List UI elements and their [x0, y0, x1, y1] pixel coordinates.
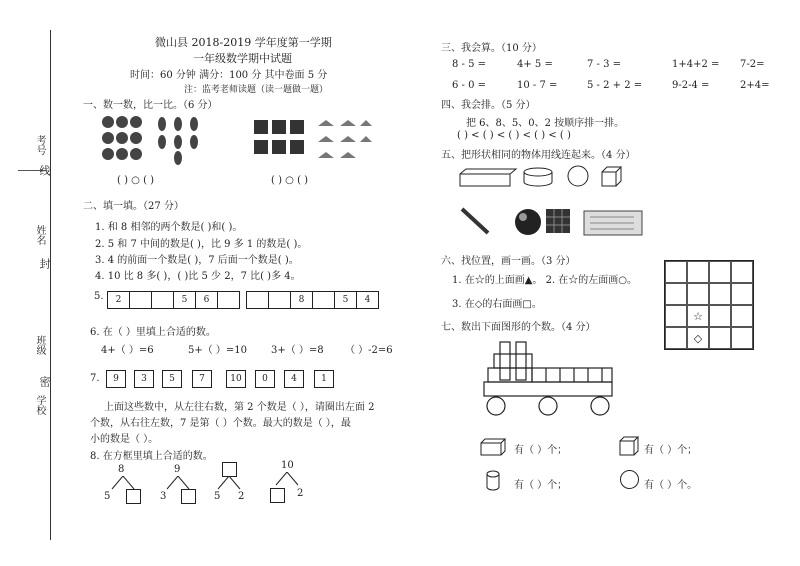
q1-compare-right[interactable]: ( ) ○ ( )	[271, 175, 309, 186]
q2-title: 二、填一填。（27 分）	[83, 201, 184, 212]
q2-item7-label: 7.	[90, 373, 100, 384]
margin-label-feng: 封	[38, 258, 51, 269]
q3-r1-1[interactable]: 8 - 5 =	[452, 59, 487, 70]
tree3-right: 2	[238, 491, 245, 502]
q3-r2-3[interactable]: 5 - 2 + 2 =	[587, 80, 643, 91]
grid-cell[interactable]	[709, 327, 731, 349]
tree2-answer-box[interactable]	[181, 489, 196, 504]
tree1-answer-box[interactable]	[126, 489, 141, 504]
tree4-answer-box[interactable]	[270, 488, 285, 503]
number-row-a	[107, 291, 239, 309]
grid-cell[interactable]	[687, 283, 709, 305]
q2-item3: 3. 4 的前面一个数是( )，7 后面一个数是( )。	[95, 255, 299, 266]
cuboid-icon	[480, 438, 506, 456]
q3-title: 三、我会算。（10 分）	[441, 43, 542, 54]
q7-count-cylinder[interactable]: 有（ ）个；	[514, 480, 568, 491]
q2-item1: 1. 和 8 相邻的两个数是( )和( )。	[95, 222, 243, 233]
q2-item7-text1: 上面这些数中，从左往右数，第 2 个数是（ ），请圈出左面 2	[104, 402, 375, 413]
margin-label-mi: 密	[38, 376, 51, 387]
q3-r2-1[interactable]: 6 - 0 =	[452, 80, 487, 91]
grid-cell-diamond[interactable]: ◇	[687, 327, 709, 349]
tree4-top: 10	[281, 460, 294, 471]
binding-line	[50, 30, 51, 540]
cylinder-shape	[524, 168, 552, 176]
exam-note: 注：监考老师读题（读一题做一题）	[184, 85, 329, 95]
exam-info: 时间：60 分钟 满分：100 分 其中卷面 5 分	[130, 70, 328, 81]
margin-label-xuexiao: 学校	[34, 395, 45, 415]
card-7[interactable]: 4	[284, 370, 304, 388]
tree1-top: 8	[118, 464, 125, 475]
q4-text: 把 6、8、5、0、2 按顺序排一排。	[466, 118, 625, 129]
ball-object	[515, 209, 541, 235]
margin-label-xingming: 姓名	[34, 225, 45, 245]
grid-cell-star[interactable]: ☆	[687, 305, 709, 327]
q2-item7-text2: 个数，从右往左数，7 是第（ ）个数。最大的数是（ ），最	[90, 418, 351, 429]
q2-item7-text3: 小的数是（ ）。	[90, 434, 159, 445]
grid-cell[interactable]	[687, 261, 709, 283]
q7-count-sphere[interactable]: 有（ ）个。	[644, 480, 698, 491]
cell-b4[interactable]	[312, 291, 335, 309]
q2-item6-eq4[interactable]: （ ）-2=6	[345, 345, 393, 356]
cell-b1[interactable]	[246, 291, 269, 309]
q5-title: 五、把形状相同的物体用线连起来。（4 分）	[441, 150, 636, 161]
tree4-right: 2	[297, 488, 304, 499]
sphere-icon	[620, 470, 639, 489]
card-1[interactable]: 9	[106, 370, 126, 388]
q3-r2-5[interactable]: 2+4=	[740, 80, 770, 91]
margin-label-banji: 班级	[34, 335, 45, 355]
cube-icon	[619, 436, 639, 456]
tree2-left: 3	[160, 491, 167, 502]
grid-cell[interactable]	[665, 327, 687, 349]
q2-item6-eq3[interactable]: 3+（ ）=8	[271, 345, 324, 356]
grid-cell[interactable]	[665, 305, 687, 327]
tree3-answer-box[interactable]	[222, 462, 237, 477]
q2-item6-eq1[interactable]: 4+（ ）=6	[101, 345, 154, 356]
q3-r2-4[interactable]: 9-2-4 =	[672, 80, 710, 91]
q3-r2-2[interactable]: 10 - 7 =	[517, 80, 558, 91]
q7-count-cuboid[interactable]: 有（ ）个；	[514, 445, 568, 456]
cell-a1[interactable]: 2	[107, 291, 130, 309]
grid-cell[interactable]	[709, 261, 731, 283]
grid-cell[interactable]	[665, 261, 687, 283]
grid-cell[interactable]	[731, 261, 753, 283]
grid-cell[interactable]	[665, 283, 687, 305]
card-6[interactable]: 0	[255, 370, 275, 388]
grid-cell[interactable]	[731, 283, 753, 305]
q1-compare-left[interactable]: ( ) ○ ( )	[117, 175, 155, 186]
card-8[interactable]: 1	[314, 370, 334, 388]
cell-b2[interactable]	[268, 291, 291, 309]
cube-shape	[602, 172, 616, 186]
margin-label-kaohao: 考号	[34, 135, 45, 155]
cell-a3[interactable]	[151, 291, 174, 309]
q2-item8-title: 8. 在方框里填上合适的数。	[90, 451, 213, 462]
card-4[interactable]: 7	[192, 370, 212, 388]
cell-a5[interactable]: 6	[195, 291, 218, 309]
cylinder-icon	[485, 470, 501, 492]
grid-cell[interactable]	[709, 305, 731, 327]
q3-r1-3[interactable]: 7 - 3 =	[587, 59, 622, 70]
q6-title: 六、找位置，画一画。（3 分）	[441, 256, 576, 267]
solid-shapes-row	[458, 164, 638, 188]
cell-b5[interactable]: 5	[334, 291, 357, 309]
tree2-top: 9	[174, 464, 181, 475]
grid-cell[interactable]	[731, 305, 753, 327]
cell-a2[interactable]	[129, 291, 152, 309]
q2-item6-eq2[interactable]: 5+（ ）=10	[188, 345, 248, 356]
number-row-b	[246, 291, 378, 309]
q6-line1: 1. 在☆的上面画▲。 2. 在☆的左面画○。	[452, 275, 638, 286]
sphere-shape	[568, 166, 588, 186]
q3-r1-5[interactable]: 7-2=	[740, 59, 765, 70]
position-grid	[664, 260, 754, 350]
cell-a6[interactable]	[217, 291, 240, 309]
train-picture	[480, 338, 620, 418]
tree1-left: 5	[104, 491, 111, 502]
q2-item5-label: 5.	[94, 291, 104, 302]
card-5[interactable]: 10	[226, 370, 246, 388]
q6-line2: 3. 在◇的右面画□。	[452, 299, 542, 310]
grid-cell[interactable]	[731, 327, 753, 349]
tree3-left: 5	[214, 491, 221, 502]
card-2[interactable]: 3	[134, 370, 154, 388]
q4-blanks[interactable]: ( ) < ( ) < ( ) < ( ) < ( )	[457, 130, 571, 141]
cell-a4[interactable]: 5	[173, 291, 196, 309]
title-line2: 一年级数学期中试题	[193, 52, 292, 65]
grid-cell[interactable]	[709, 283, 731, 305]
title-line1: 微山县 2018-2019 学年度第一学期	[155, 36, 332, 49]
objects-row	[458, 205, 646, 239]
pencil-object	[462, 209, 488, 233]
q3-r1-2[interactable]: 4+ 5 =	[517, 59, 553, 70]
margin-label-xian: 线	[38, 165, 51, 176]
cell-b3[interactable]: 8	[290, 291, 313, 309]
animals-picture	[252, 118, 372, 166]
q2-item2: 2. 5 和 7 中间的数是( )，比 9 多 1 的数是( )。	[95, 239, 308, 250]
q2-item4: 4. 10 比 8 多( )，( )比 5 少 2，7 比( )多 4。	[95, 271, 301, 282]
q3-r1-4[interactable]: 1+4+2 =	[672, 59, 720, 70]
rubiks-cube-object	[546, 209, 570, 233]
card-3[interactable]: 5	[162, 370, 182, 388]
cuboid-shape	[460, 174, 510, 186]
q1-title: 一、数一数，比一比。（6 分）	[83, 100, 218, 111]
q7-count-cube[interactable]: 有（ ）个；	[644, 445, 698, 456]
q2-item6-title: 6. 在（ ）里填上合适的数。	[90, 327, 216, 338]
apples-pears-picture	[100, 112, 215, 166]
cell-b6[interactable]: 4	[356, 291, 379, 309]
q7-title: 七、数出下面图形的个数。（4 分）	[441, 322, 596, 333]
q4-title: 四、我会排。（5 分）	[441, 100, 536, 111]
